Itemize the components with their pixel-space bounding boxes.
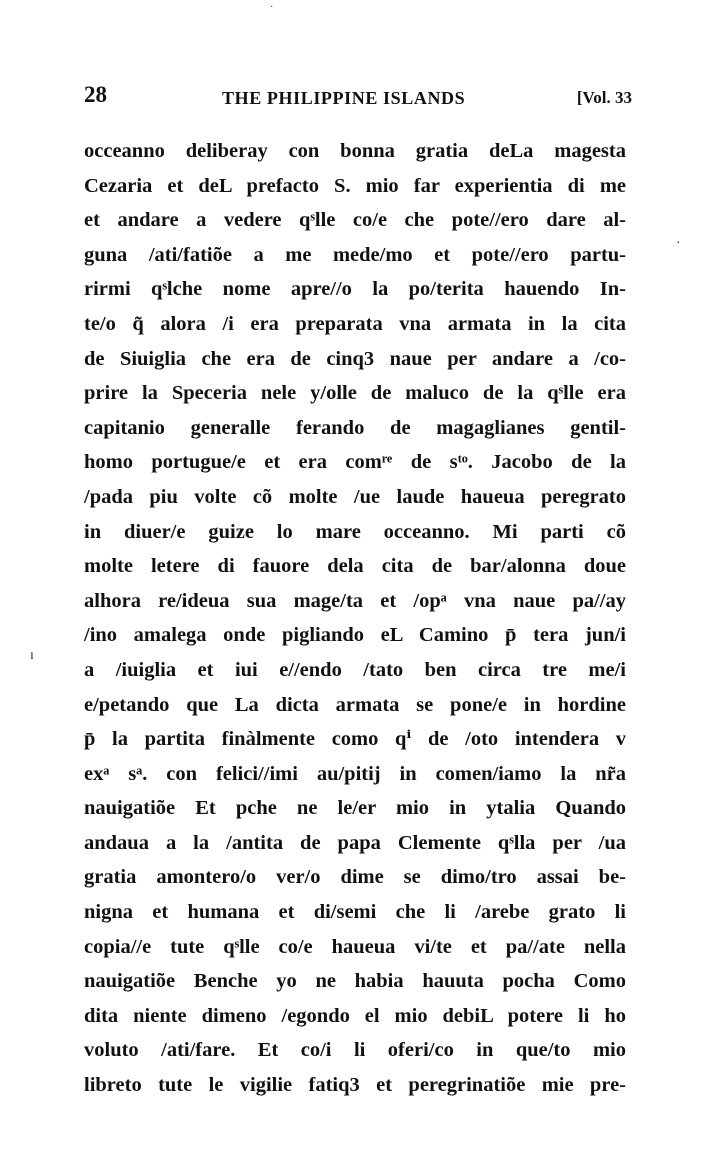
text-line: voluto /ati/fare. Et co/i li oferi/co in que/to mio — [84, 1039, 626, 1062]
text-line: guna /ati/fatiõe a me mede/mo et pote//ero partu- — [84, 243, 626, 266]
text-line: in diuer/e guize lo mare occeanno. Mi parti cõ — [84, 520, 626, 543]
text-line: de Siuiglia che era de cinq3 naue per andare a /co- — [84, 347, 626, 370]
text-line: nigna et humana et di/semi che li /arebe grato li — [84, 901, 626, 924]
text-line: capitanio generalle ferando de magaglianes gentil- — [84, 416, 626, 439]
text-line: andaua a la /antita de papa Clemente qˢlla per /ua — [84, 831, 626, 854]
stray-mark-top: · — [270, 2, 274, 13]
volume-label: [Vol. 33 — [576, 88, 632, 107]
text-line: nauigatiõe Benche yo ne habia hauuta pocha Como — [84, 970, 626, 993]
text-line: e/petando que La dicta armata se pone/e in hordine — [84, 693, 626, 716]
text-line: molte letere di fauore dela cita de bar/alonna doue — [84, 555, 626, 578]
text-line: homo portugue/e et era comʳᵉ de sᵗᵒ. Jacobo de la — [84, 451, 626, 474]
text-line: copia//e tute qˢlle co/e haueua vi/te et pa//ate nella — [84, 935, 626, 958]
text-line: gratia amontero/o ver/o dime se dimo/tro assai be- — [84, 866, 626, 889]
text-line: Cezaria et deL prefacto S. mio far experientia di me — [84, 174, 626, 197]
text-line: exᵃ sᵃ. con felici//imi au/pitij in comen/iamo la nr̃a — [84, 762, 626, 785]
text-line: te/o q̃ alora /i era preparata vna armata in la cita — [84, 312, 626, 335]
stray-mark-left: ı — [30, 648, 34, 663]
text-line: et andare a vedere qˢlle co/e che pote//ero dare al- — [84, 209, 626, 232]
text-line: libreto tute le vigilie fatiq3 et peregrinatiõe mie pre- — [84, 1074, 626, 1097]
text-line: nauigatiõe Et pche ne le/er mio in ytalia Quando — [84, 797, 626, 820]
text-line: p̄ la partita finàlmente como qⁱ de /oto intendera v — [84, 728, 626, 751]
text-line: occeanno deliberay con bonna gratia deLa magesta — [84, 140, 626, 162]
text-line: dita niente dimeno /egondo el mio debiL potere li ho — [84, 1004, 626, 1027]
body-text — [84, 134, 626, 1103]
page-number: 28 — [84, 82, 107, 107]
text-line: /ino amalega onde pigliando eL Camino p̄ tera jun/i — [84, 624, 626, 647]
text-line: prire la Speceria nele y/olle de maluco de la qˢlle era — [84, 382, 626, 405]
stray-mark-right: · — [676, 236, 681, 251]
running-head: THE PHILIPPINE ISLANDS — [222, 88, 466, 108]
text-line: alhora re/ideua sua mage/ta et /opᵃ vna naue pa//ay — [84, 589, 626, 612]
text-line: /pada piu volte cõ molte /ue laude haueua peregrato — [84, 485, 626, 508]
text-line: a /iuiglia et iui e//endo /tato ben circa tre me/i — [84, 658, 626, 681]
page-header — [84, 82, 632, 116]
text-line: rirmi qˢlche nome apre//o la po/terita hauendo In- — [84, 278, 626, 301]
